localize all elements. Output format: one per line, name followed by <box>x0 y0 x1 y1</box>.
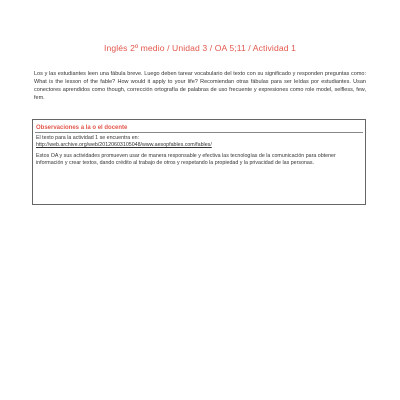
teacher-notes-body <box>36 135 362 171</box>
page-title: Inglés 2º medio / Unidad 3 / OA 5;11 / Actividad 1 <box>104 43 296 53</box>
fable-source-link[interactable]: http://web.archive.org/web/20120603105048/www.aesopfables.com/fables/ <box>36 142 212 148</box>
text-location-label: El texto para la actividad 1 se encuentra en: <box>36 135 140 141</box>
teacher-notes-box <box>32 119 366 205</box>
teacher-notes-divider <box>35 132 363 133</box>
teacher-notes-line1 <box>36 135 362 149</box>
teacher-notes-paragraph2: Estos OA y sus actividades promueven usar de manera responsable y efectiva las tecnologías de la comunicación para obtener información y crear textos, dando crédito al trabajo de otros y respetando la propiedad y la privacidad de las personas. <box>36 153 336 166</box>
teacher-notes-header: Observaciones a la o el docente <box>36 125 128 131</box>
activity-description: Los y las estudiantes leen una fábula breve. Luego deben tarear vocabulario del texto con su significado y responden preguntas como: What is the lesson of the fable? How would it apply to your life? Recomiendan otras fábulas para ser leídas por estudiantes. Usan conectores aprendidos como though, corrección ortografía de palabras de uso frecuente y expresiones como role model, selfless, few, fem. <box>34 71 366 101</box>
